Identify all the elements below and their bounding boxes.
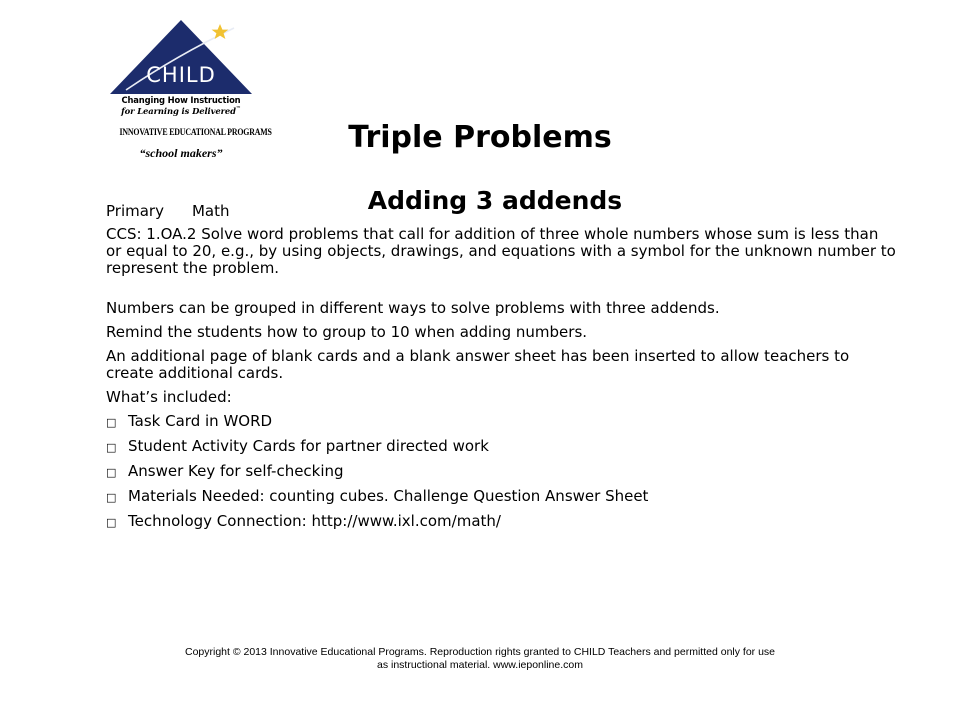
footer-line-2: as instructional material. www.ieponline.com	[376, 659, 583, 671]
logo-slogan: “school makers”	[139, 146, 223, 160]
list-item	[106, 413, 896, 431]
list-item	[106, 513, 896, 531]
trademark-symbol: ™	[235, 106, 241, 112]
list-item-text: Answer Key for self-checking	[128, 462, 344, 480]
paragraph: An additional page of blank cards and a blank answer sheet has been inserted to allow teachers to create additional cards.	[106, 347, 850, 382]
copyright-footer	[0, 646, 960, 672]
page-subtitle: Adding 3 addends	[367, 185, 623, 215]
checkbox-bullet-icon: □	[106, 416, 117, 429]
grade-subject-line	[106, 203, 896, 220]
checkbox-bullet-icon: □	[106, 516, 117, 529]
list-item	[106, 463, 896, 481]
triangle-logo-graphic	[106, 16, 256, 96]
subject: Math	[191, 202, 230, 220]
included-list	[106, 413, 896, 531]
page-title: Triple Problems	[348, 120, 612, 156]
logo-tagline-2-text: for Learning is Delivered	[121, 106, 236, 116]
child-logo-text: CHILD	[146, 63, 216, 87]
list-item-text: Task Card in WORD	[128, 412, 273, 430]
paragraph: Numbers can be grouped in different ways to solve problems with three addends.	[106, 299, 720, 317]
list-item	[106, 488, 896, 506]
list-item	[106, 438, 896, 456]
ccs-standard: CCS: 1.OA.2 Solve word problems that call for addition of three whole numbers whose sum is less than or equal to 20, e.g., by using objects, drawings, and equations with a symbol for the unknown number to represent the problem.	[106, 225, 896, 277]
logo-tagline-2	[106, 107, 256, 115]
logo-org-name: INNOVATIVE EDUCATIONAL PROGRAMS	[119, 127, 272, 138]
checkbox-bullet-icon: □	[106, 441, 117, 454]
content-body	[106, 203, 896, 538]
paragraph: Remind the students how to group to 10 when adding numbers.	[106, 323, 588, 341]
grade-level: Primary	[106, 202, 164, 220]
list-item-text: Student Activity Cards for partner directed work	[128, 437, 489, 455]
included-heading: What’s included:	[106, 388, 232, 406]
checkbox-bullet-icon: □	[106, 491, 117, 504]
checkbox-bullet-icon: □	[106, 466, 117, 479]
list-item-text: Materials Needed: counting cubes. Challenge Question Answer Sheet	[128, 487, 649, 505]
list-item-text: Technology Connection: http://www.ixl.com/math/	[128, 512, 501, 530]
logo-tagline-1: Changing How Instruction	[121, 95, 241, 105]
footer-line-1: Copyright © 2013 Innovative Educational Programs. Reproduction rights granted to CHILD Teachers and permitted only for use	[184, 646, 776, 658]
